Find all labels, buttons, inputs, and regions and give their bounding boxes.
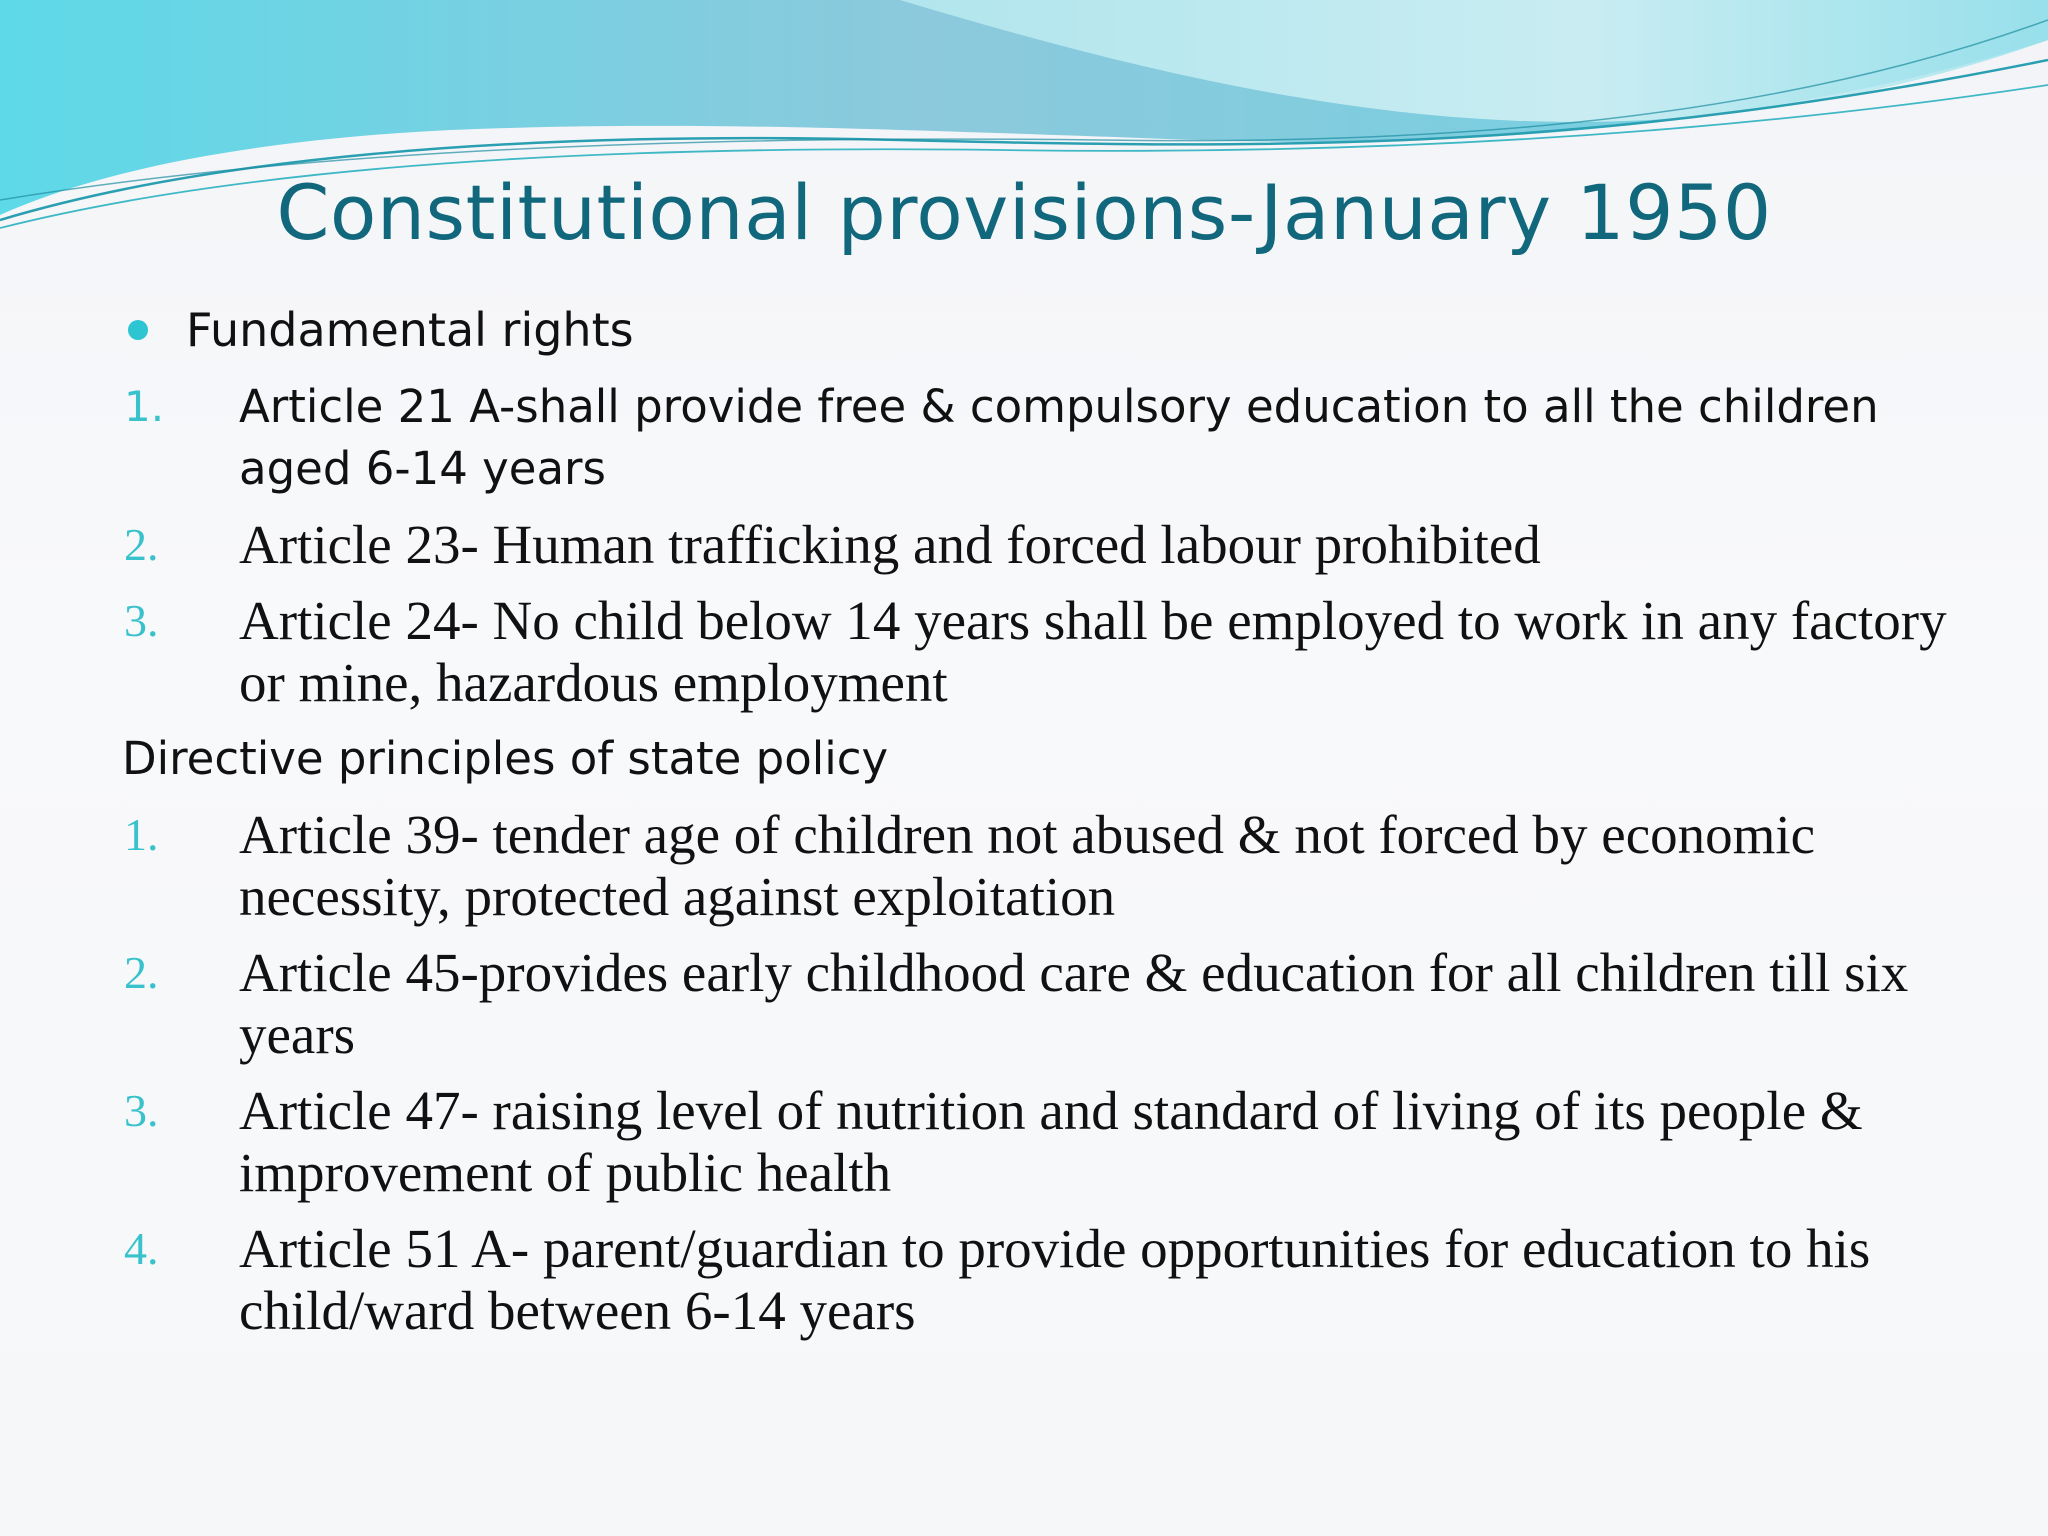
fundamental-item-2: [124, 514, 1984, 576]
list-item-text: Article 24- No child below 14 years shall be employed to work in any factory or mine, hazardous employment: [239, 590, 1947, 713]
directive-item-1: [124, 804, 1984, 928]
directive-item-3: [124, 1080, 1984, 1204]
list-item-text: Article 39- tender age of children not abused & not forced by economic necessity, protected against exploitation: [239, 804, 1816, 927]
list-number: 1.: [124, 382, 165, 431]
slide-title: Constitutional provisions-January 1950: [276, 168, 1772, 257]
list-number: 1.: [124, 809, 159, 860]
directive-item-2: [124, 942, 1984, 1066]
fundamental-rights-heading: Fundamental rights: [186, 303, 634, 357]
directive-principles-heading: Directive principles of state policy: [122, 732, 889, 785]
fundamental-rights-bullet: [124, 292, 1984, 368]
slide-content: [124, 292, 1984, 1356]
list-number: 3.: [124, 595, 159, 646]
list-item-text: Article 23- Human trafficking and forced labour prohibited: [239, 514, 1541, 575]
list-number: 2.: [124, 947, 159, 998]
fundamental-item-1: [124, 376, 1984, 500]
list-item-text: Article 51 A- parent/guardian to provide opportunities for education to his child/ward between 6-14 years: [239, 1218, 1871, 1341]
bullet-dot-icon: [128, 320, 148, 340]
fundamental-item-3: [124, 590, 1984, 714]
list-number: 4.: [124, 1223, 159, 1274]
list-item-text: Article 21 A-shall provide free & compulsory education to all the children aged 6-14 years: [239, 380, 1879, 495]
directive-item-4: [124, 1218, 1984, 1342]
list-number: 3.: [124, 1085, 159, 1136]
list-number: 2.: [124, 519, 159, 570]
list-item-text: Article 45-provides early childhood care & education for all children till six years: [239, 942, 1909, 1065]
list-item-text: Article 47- raising level of nutrition and standard of living of its people & improvement of public health: [239, 1080, 1863, 1203]
